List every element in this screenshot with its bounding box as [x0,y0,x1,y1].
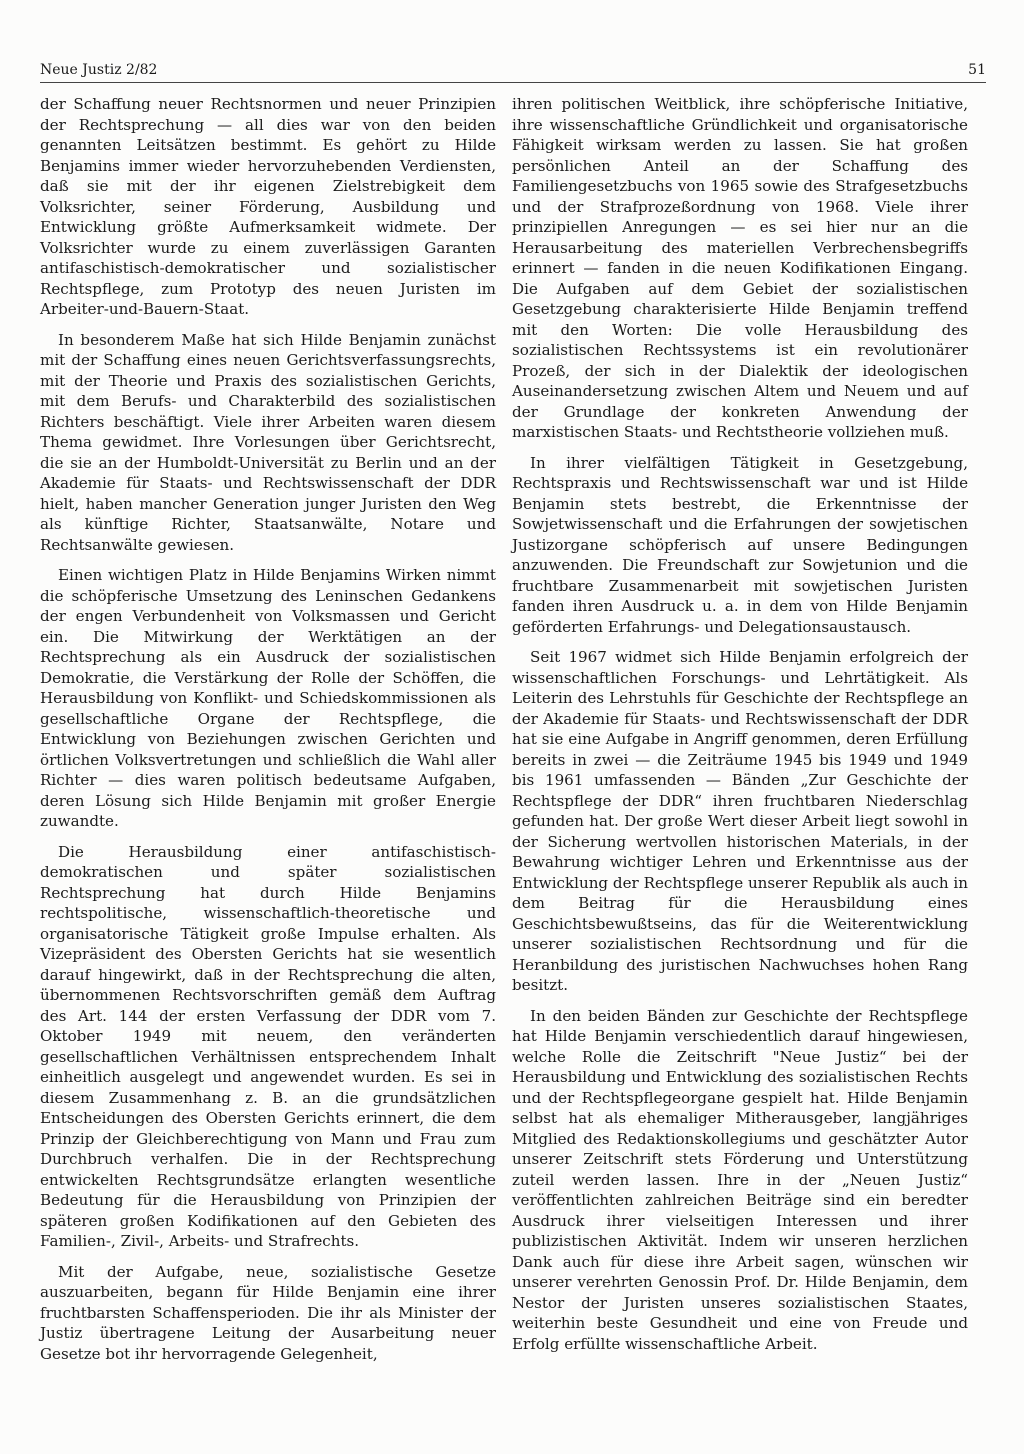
paragraph: der Schaffung neuer Rechtsnormen und neuer Prinzipien der Rechtsprechung — all dies war von den beiden genannten Leitsätzen bestimmt. Es gehört zu Hilde Benjamins immer wieder hervorzuhebenden Verdiensten, daß sie mit der ihr eigenen Zielstrebigkeit dem Volksrichter, seiner Förderung, Ausbildung und Entwicklung größte Aufmerksamkeit widmete. Der Volksrichter wurde zu einem zuverlässigen Garanten antifaschistisch-demokratischer und sozialistischer Rechtspflege, zum Prototyp des neuen Juristen im Arbeiter-und-Bauern-Staat. [40,95,496,318]
paragraph: In den beiden Bänden zur Geschichte der Rechtspflege hat Hilde Benjamin verschiedentlich darauf hingewiesen, welche Rolle die Zeitschrift "Neue Justiz“ bei der Herausbildung und Entwicklung des sozialistischen Rechts und der Rechtspflegeorgane gespielt hat. Hilde Benjamin selbst hat als ehemaliger Mitherausgeber, langjähriges Mitglied des Redaktionskollegiums und geschätzter Autor unserer Zeitschrift stets Förderung und Unterstützung zuteil werden lassen. Ihre in der „Neuen Justiz“ veröffentlichten zahlreichen Beiträge sind ein beredter Ausdruck ihrer vielseitigen Interessen und ihrer publizistischen Aktivität. Indem wir unseren herzlichen Dank auch für diese ihre Arbeit sagen, wünschen wir unserer verehrten Genossin Prof. Dr. Hilde Benjamin, dem Nestor der Juristen unseres sozialistischen Staates, weiterhin beste Gesundheit und eine von Freude und Erfolg erfüllte wissenschaftliche Arbeit. [512,1006,968,1353]
paragraph: Seit 1967 widmet sich Hilde Benjamin erfolgreich der wissenschaftlichen Forschungs- und Lehrtätigkeit. Als Leiterin des Lehrstuhls für Geschichte der Rechtspflege an der Akademie für Staats- und Rechtswissenschaft der DDR hat sie eine Aufgabe in Angriff genommen, deren Erfüllung bereits in zwei — die Zeiträume 1945 bis 1949 und 1949 bis 1961 umfassenden — Bänden „Zur Geschichte der Rechtspflege der DDR“ ihren fruchtbaren Niederschlag gefunden hat. Der große Wert dieser Arbeit liegt sowohl in der Sicherung wertvollen historischen Materials, in der Bewahrung wichtiger Lehren und Erkenntnisse aus der Entwicklung der Rechtspflege unserer Republik als auch in dem Beitrag für die Herausbildung eines Geschichtsbewußtseins, das für die Weiterentwicklung unserer sozialistischen Rechtsordnung und für die Heranbildung des juristischen Nachwuchses hohen Rang besitzt. [512,648,968,994]
page-number: 51 [968,62,986,78]
left-column [40,94,496,1374]
running-header [40,60,986,83]
paragraph: In ihrer vielfältigen Tätigkeit in Gesetzgebung, Rechtspraxis und Rechtswissenschaft war und ist Hilde Benjamin stets bestrebt, die Erkenntnisse der Sowjetwissenschaft und die Erfahrungen der sowjetischen Justizorgane schöpferisch auf unsere Bedingungen anzuwenden. Die Freundschaft zur Sowjetunion und die fruchtbare Zusammenarbeit mit sowjetischen Juristen fanden ihren Ausdruck u. a. in dem von Hilde Benjamin geförderten Erfahrungs- und Delegationsaustausch. [512,453,968,636]
paragraph: ihren politischen Weitblick, ihre schöpferische Initiative, ihre wissenschaftliche Gründlichkeit und organisatorische Fähigkeit wirksam werden zu lassen. Sie hat großen persönlichen Anteil an der Schaffung des Familiengesetzbuchs von 1965 sowie des Strafgesetzbuchs und der Strafprozeßordnung von 1968. Viele ihrer prinzipiellen Anregungen — es sei hier nur an die Herausarbeitung des materiellen Verbrechensbegriffs erinnert — fanden in die neuen Kodifikationen Eingang. Die Aufgaben auf dem Gebiet der sozialistischen Gesetzgebung charakterisierte Hilde Benjamin treffend mit den Worten: Die volle Herausbildung des sozialistischen Rechtssystems ist ein revolutionärer Prozeß, der sich in der Dialektik der ideologischen Auseinandersetzung zwischen Altem und Neuem und auf der Grundlage der konkreten Anwendung der marxistischen Staats- und Rechtstheorie vollziehen muß. [512,95,968,441]
journal-issue: Neue Justiz 2/82 [40,62,158,78]
paragraph: Mit der Aufgabe, neue, sozialistische Gesetze auszuarbeiten, begann für Hilde Benjamin eine ihrer fruchtbarsten Schaffensperioden. Die ihr als Minister der Justiz übertragene Leitung der Ausarbeitung neuer Gesetze bot ihr hervorragende Gelegenheit, [40,1262,496,1363]
paragraph: In besonderem Maße hat sich Hilde Benjamin zunächst mit der Schaffung eines neuen Gerichtsverfassungsrechts, mit der Theorie und Praxis des sozialistischen Gerichts, mit dem Berufs- und Charakterbild des sozialistischen Richters beschäftigt. Viele ihrer Arbeiten waren diesem Thema gewidmet. Ihre Vorlesungen über Gerichtsrecht, die sie an der Humboldt-Universität zu Berlin und an der Akademie für Staats- und Rechtswissenschaft der DDR hielt, haben mancher Generation junger Juristen den Weg als künftige Richter, Staatsanwälte, Notare und Rechtsanwälte gewiesen. [40,330,496,554]
paragraph: Einen wichtigen Platz in Hilde Benjamins Wirken nimmt die schöpferische Umsetzung des Leninschen Gedankens der engen Verbundenheit von Volksmassen und Gericht ein. Die Mitwirkung der Werktätigen an der Rechtsprechung als ein Ausdruck der sozialistischen Demokratie, die Verstärkung der Rolle der Schöffen, die Herausbildung von Konflikt- und Schiedskommissionen als gesellschaftliche Organe der Rechtspflege, die Entwicklung von Beziehungen zwischen Gerichten und örtlichen Volksvertretungen und schließlich die Wahl aller Richter — dies waren politisch bedeutsame Aufgaben, deren Lösung sich Hilde Benjamin mit großer Energie zuwandte. [40,566,496,830]
paragraph: Die Herausbildung einer antifaschistisch-demokratischen und später sozialistischen Rechtsprechung hat durch Hilde Benjamins rechtspolitische, wissenschaftlich-theoretische und organisatorische Tätigkeit große Impulse erhalten. Als Vizepräsident des Obersten Gerichts hat sie wesentlich darauf hingewirkt, daß in der Rechtsprechung die alten, übernommenen Rechtsvorschriften gemäß dem Auftrag des Art. 144 der ersten Verfassung der DDR vom 7. Oktober 1949 mit neuem, den veränderten gesellschaftlichen Verhältnissen entsprechendem Inhalt einheitlich ausgelegt und angewendet wurden. Es sei in diesem Zusammenhang z. B. an die grundsätzlichen Entscheidungen des Obersten Gerichts erinnert, die dem Prinzip der Gleichberechtigung von Mann und Frau zum Durchbruch verhalfen. Die in der Rechtsprechung entwickelten Rechtsgrundsätze erlangten wesentliche Bedeutung für die Herausbildung von Prinzipien der späteren großen Kodifikationen auf den Gebieten des Familien-, Zivil-, Arbeits- und Strafrechts. [40,842,496,1250]
right-column [512,94,968,1364]
